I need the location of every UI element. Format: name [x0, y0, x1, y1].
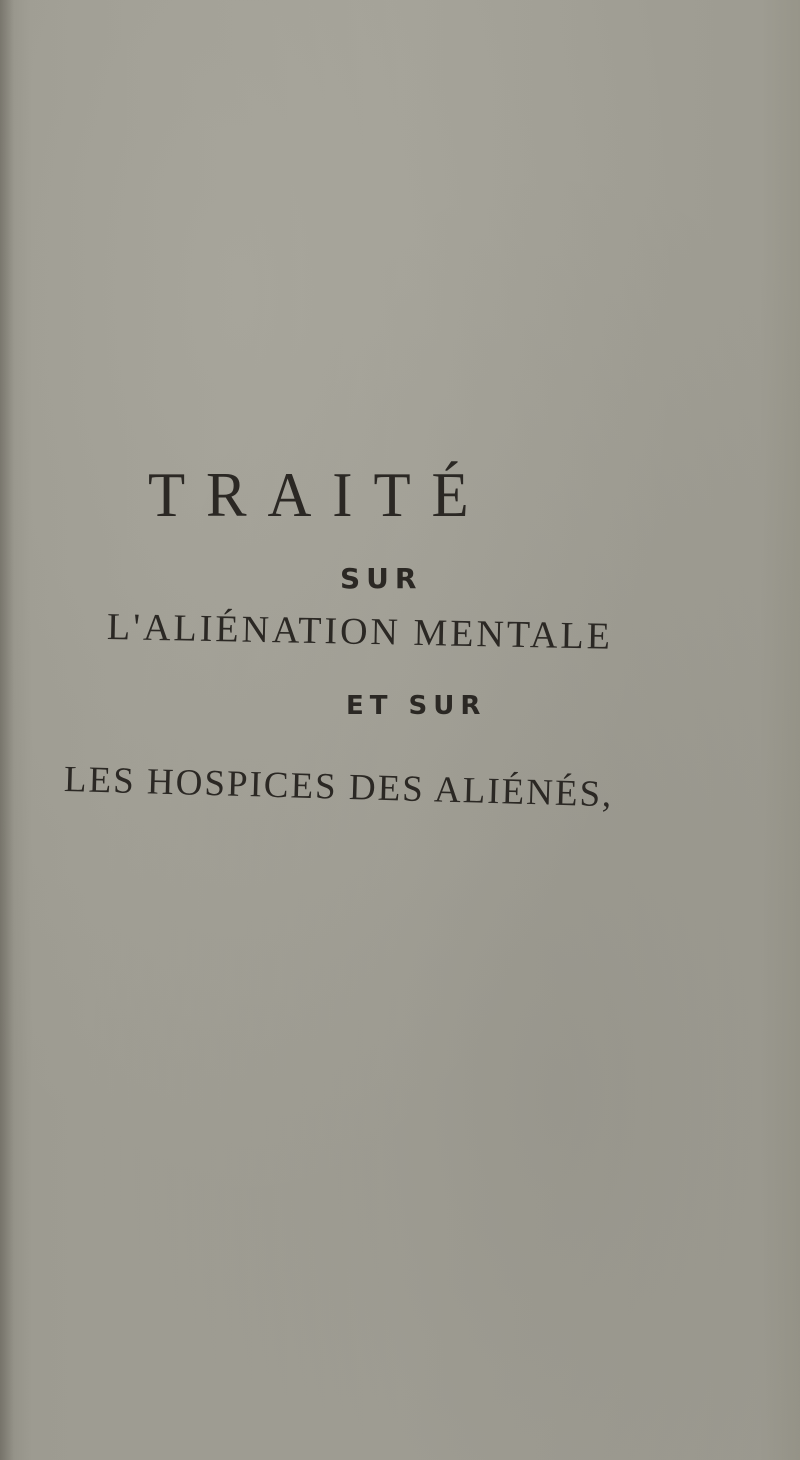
subject-line-hospices: LES HOSPICES DES ALIÉNÉS,: [63, 759, 614, 816]
book-title: TRAITÉ: [148, 459, 490, 530]
page-binding-edge: [0, 0, 14, 1460]
subject-line-alienation: L'ALIÉNATION MENTALE: [106, 606, 614, 658]
subtitle-connector-et-sur: ET SUR: [346, 691, 487, 721]
subtitle-connector-sur: SUR: [340, 562, 423, 595]
